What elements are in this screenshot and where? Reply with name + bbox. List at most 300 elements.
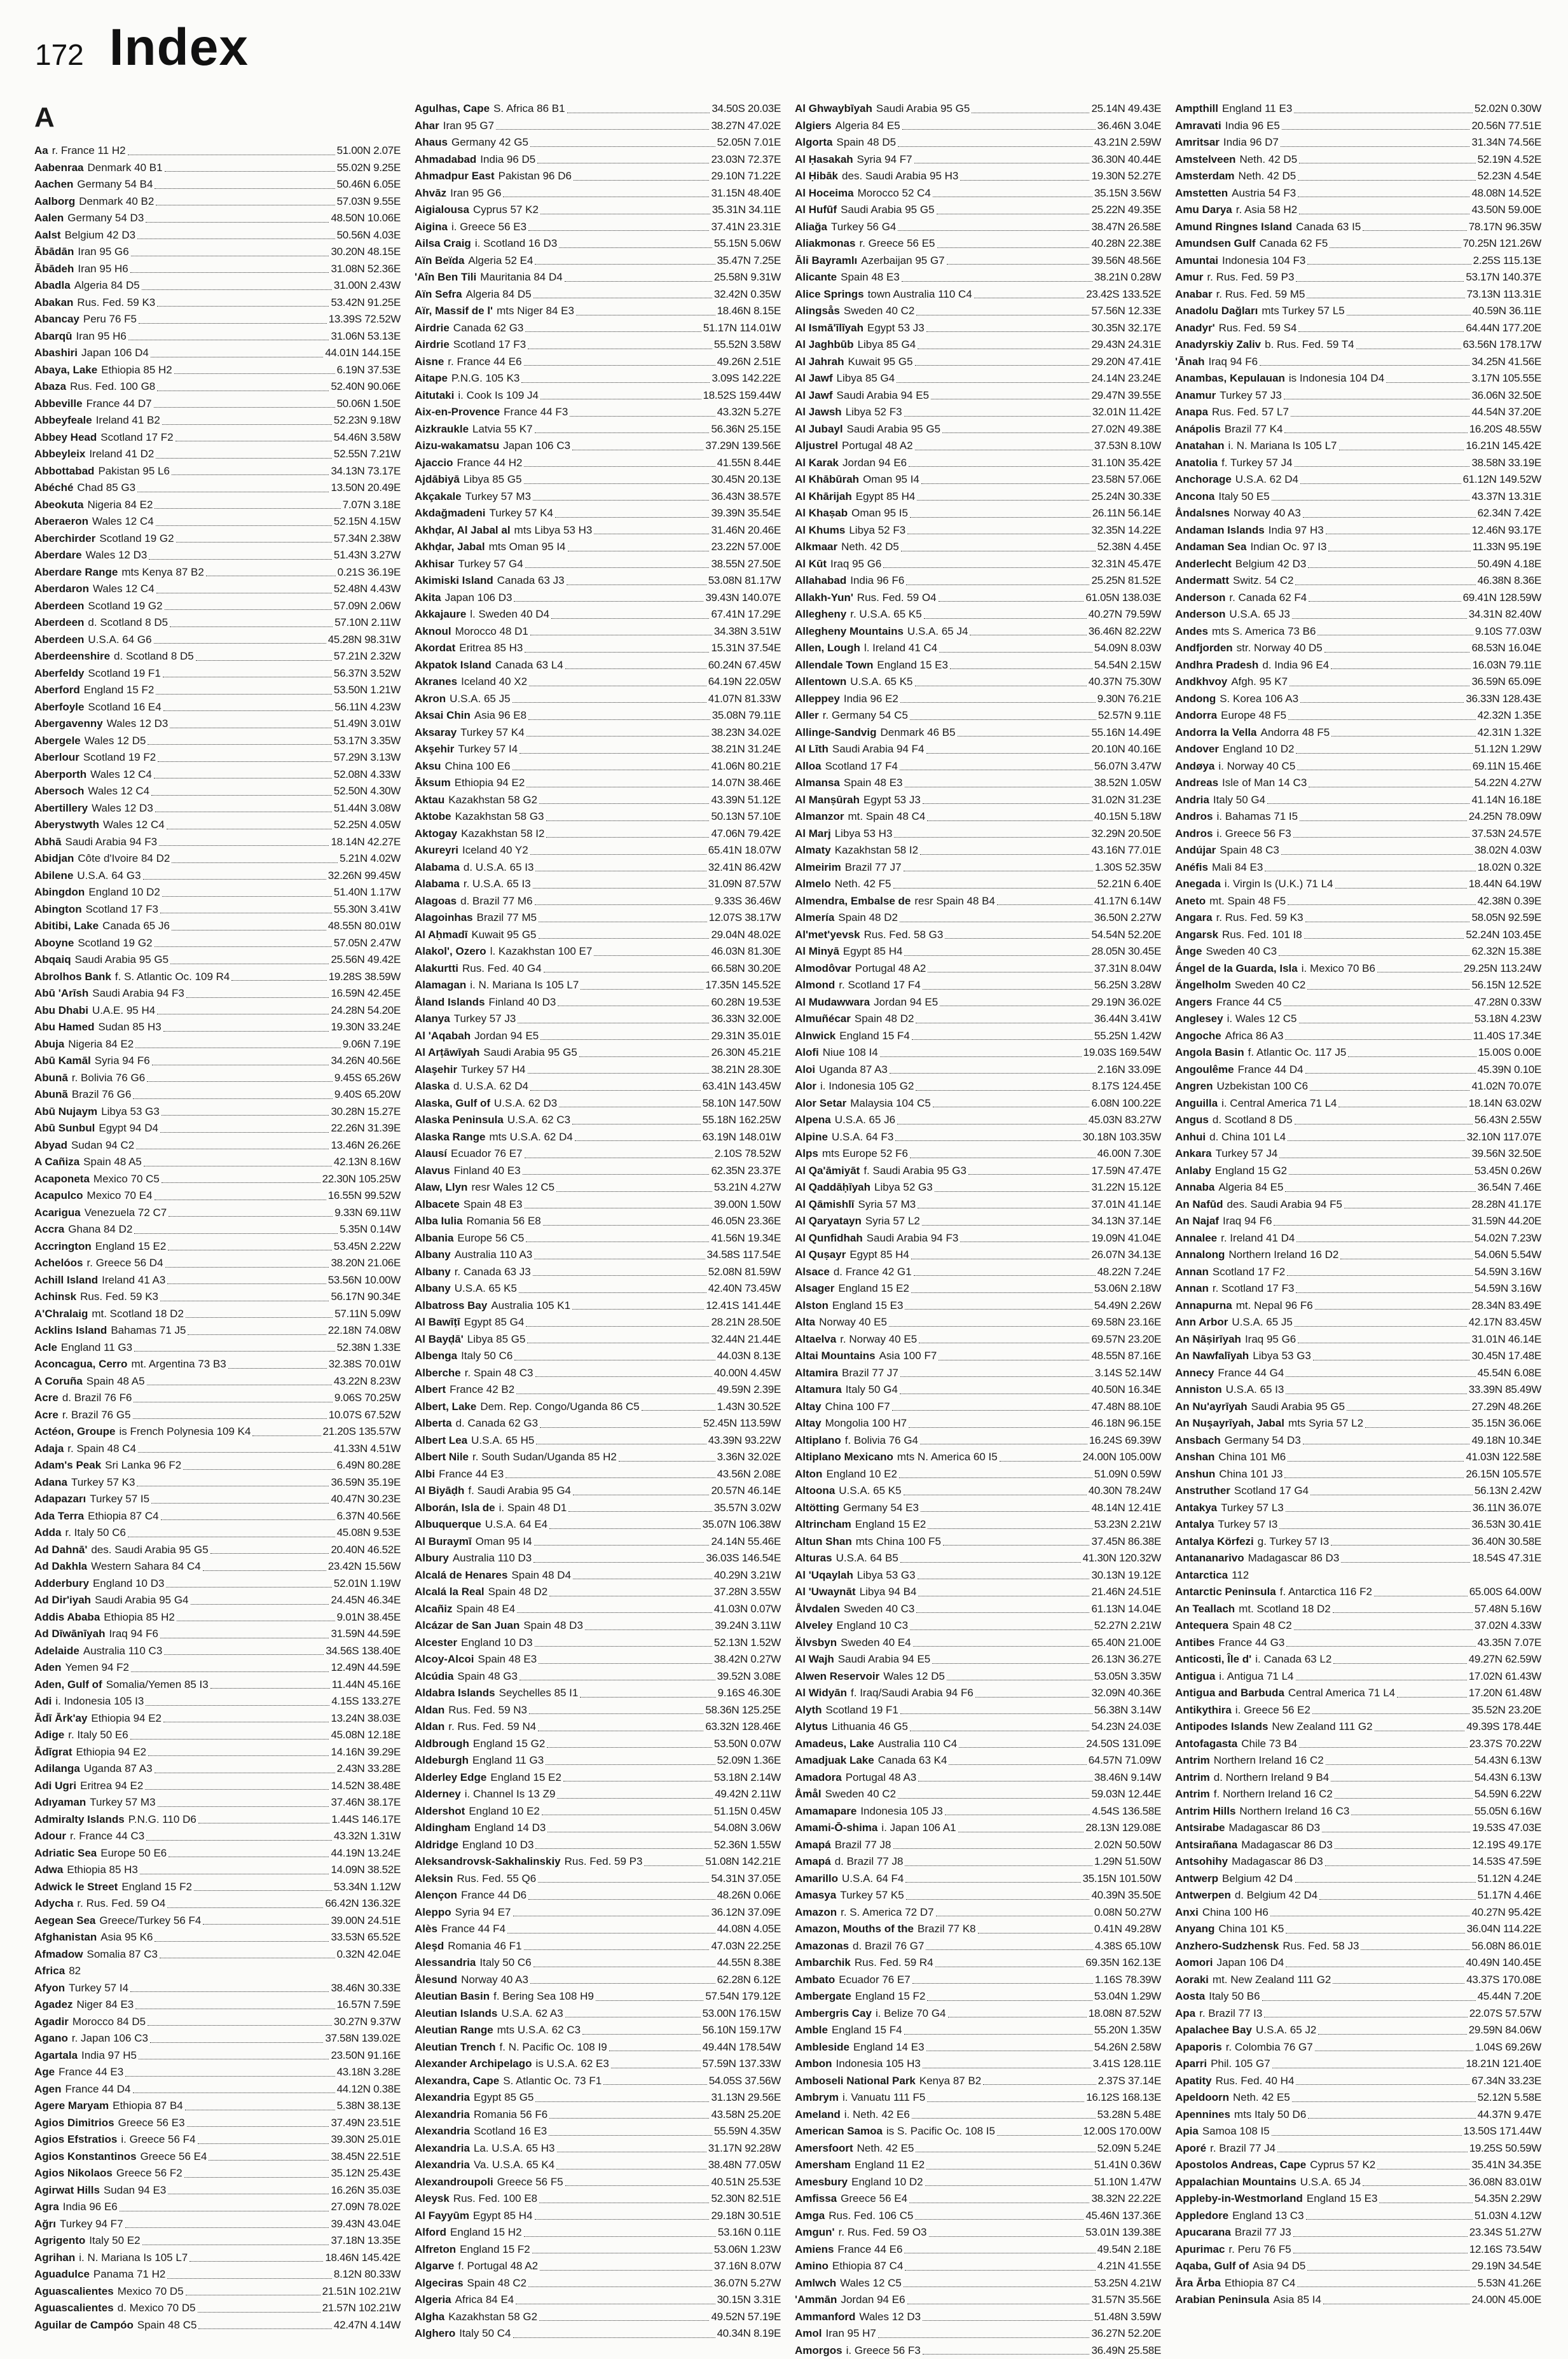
dot-leader bbox=[1260, 365, 1469, 366]
index-entry bbox=[1175, 1213, 1541, 1230]
dot-leader bbox=[138, 1452, 332, 1453]
index-entry bbox=[795, 826, 1161, 843]
index-entry bbox=[415, 1129, 781, 1146]
dot-leader bbox=[997, 904, 1092, 905]
index-entry-location: Canada 63 K4 bbox=[878, 1752, 947, 1769]
dot-leader bbox=[156, 525, 332, 526]
index-entry bbox=[415, 387, 781, 405]
index-entry-coordinates: 19.53S 47.03E bbox=[1472, 1820, 1541, 1837]
index-entry-coordinates: 37.02N 4.33W bbox=[1475, 1617, 1541, 1635]
index-entry-coordinates: 42.47N 4.14W bbox=[334, 2317, 401, 2334]
index-entry-location: U.S.A. 65 J2 bbox=[1256, 2022, 1316, 2039]
index-entry bbox=[795, 2309, 1161, 2326]
index-entry-name: Acre bbox=[34, 1390, 58, 1407]
index-entry-name: Al Bawīṭī bbox=[415, 1314, 460, 1331]
index-entry-coordinates: 51.08N 142.21E bbox=[705, 1853, 781, 1871]
index-entry bbox=[1175, 2123, 1541, 2140]
index-entry-name: Adaja bbox=[34, 1441, 64, 1458]
index-entry bbox=[34, 530, 401, 548]
index-entry-coordinates: 49.39S 178.44E bbox=[1466, 1719, 1541, 1736]
index-entry-coordinates: 68.53N 16.04E bbox=[1471, 640, 1541, 657]
index-entry-location: Wales 12 D3 bbox=[86, 547, 148, 564]
dot-leader bbox=[570, 416, 715, 417]
index-entry bbox=[795, 118, 1161, 135]
dot-leader bbox=[939, 652, 1092, 653]
index-entry bbox=[34, 1474, 401, 1491]
index-entry bbox=[34, 1946, 401, 1963]
dot-leader bbox=[1331, 668, 1471, 669]
index-entry-name: Almendra, Embalse de bbox=[795, 893, 911, 910]
index-entry bbox=[1175, 1095, 1541, 1112]
index-entry-coordinates: 53.28N 5.48E bbox=[1097, 2106, 1161, 2124]
dot-leader bbox=[1292, 618, 1467, 619]
index-entry-coordinates: 12.16S 73.54W bbox=[1469, 2241, 1541, 2259]
index-entry bbox=[1175, 2106, 1541, 2124]
index-entry bbox=[795, 455, 1161, 472]
index-entry-coordinates: 51.17N 114.01W bbox=[703, 320, 781, 337]
dot-leader bbox=[565, 281, 712, 282]
dot-leader bbox=[1333, 1612, 1473, 1613]
index-entry bbox=[795, 2224, 1161, 2241]
index-entry-name: Åland Islands bbox=[415, 994, 485, 1011]
index-entry-coordinates: 37.49N 23.51E bbox=[331, 2115, 401, 2132]
index-entry-name: An Nawfalīyah bbox=[1175, 1348, 1249, 1365]
index-entry-name: Alfreton bbox=[415, 2241, 456, 2259]
index-entry bbox=[415, 775, 781, 792]
index-entry-coordinates: 33.53N 65.52E bbox=[331, 1929, 401, 1946]
index-entry-coordinates: 27.09N 78.02E bbox=[331, 2199, 401, 2216]
index-entry-name: Amorgos bbox=[795, 2342, 842, 2359]
index-entry-name: Al Hufūf bbox=[795, 202, 837, 219]
index-entry-location: Pakistan 95 L6 bbox=[98, 463, 169, 480]
index-entry bbox=[795, 758, 1161, 775]
index-entry-location: England 14 E3 bbox=[853, 2039, 925, 2056]
dot-leader bbox=[1299, 1747, 1468, 1748]
dot-leader bbox=[159, 845, 329, 846]
index-entry-coordinates: 56.17N 90.34E bbox=[331, 1289, 401, 1306]
dot-leader bbox=[978, 1933, 1092, 1934]
index-entry-coordinates: 35.08N 79.11E bbox=[712, 707, 781, 724]
index-entry-name: Aigina bbox=[415, 219, 448, 236]
index-entry-location: U.S.A. 64 G6 bbox=[88, 632, 151, 649]
index-entry-location: Sweden 40 C2 bbox=[844, 303, 915, 320]
index-entry-name: Alakurtti bbox=[415, 960, 458, 978]
index-entry-coordinates: 39.43N 140.07E bbox=[705, 590, 781, 607]
index-entry-location: Wales 12 D5 bbox=[883, 1668, 945, 1685]
index-entry-coordinates: 40.27N 95.42E bbox=[1471, 1904, 1541, 1921]
dot-leader bbox=[1363, 2185, 1467, 2186]
index-entry-name: Al Jaghbūb bbox=[795, 336, 854, 354]
index-entry-location: Oman 95 I4 bbox=[863, 471, 919, 488]
index-entry-name: Abu Dhabi bbox=[34, 1002, 88, 1020]
index-entry-coordinates: 36.44N 3.41W bbox=[1094, 1011, 1161, 1028]
index-entry bbox=[415, 2123, 781, 2140]
index-entry bbox=[1175, 2190, 1541, 2208]
index-entry-coordinates: 48.26N 0.06E bbox=[717, 1887, 781, 1904]
index-entry-location: Dem. Rep. Congo/Uganda 86 C5 bbox=[480, 1399, 639, 1416]
index-entry bbox=[415, 455, 781, 472]
index-entry bbox=[795, 1921, 1161, 1938]
index-entry-name: Alyth bbox=[795, 1702, 822, 1719]
index-entry-location: Canada 63 L4 bbox=[495, 657, 563, 674]
dot-leader bbox=[1306, 2219, 1473, 2220]
index-entry-location: d. India 96 E4 bbox=[1262, 657, 1329, 674]
index-entry bbox=[795, 1617, 1161, 1635]
index-entry-location: i. Antigua 71 L4 bbox=[1219, 1668, 1293, 1685]
index-entry-coordinates: 53.56N 10.00W bbox=[328, 1272, 401, 1289]
index-entry-name: Alexandra, Cape bbox=[415, 2073, 499, 2090]
index-entry bbox=[795, 1786, 1161, 1803]
index-entry-coordinates: 39.24N 3.11W bbox=[715, 1617, 781, 1635]
index-entry bbox=[795, 1044, 1161, 1062]
index-entry-name: Aldershot bbox=[415, 1803, 465, 1820]
index-entry-coordinates: 53.18N 4.23W bbox=[1475, 1011, 1541, 1028]
index-entry-name: Albania bbox=[415, 1230, 453, 1247]
index-entry-name: Åmål bbox=[795, 1786, 822, 1803]
index-entry-location: England 10 D2 bbox=[1223, 741, 1294, 758]
index-entry-name: Anticosti, Île d' bbox=[1175, 1651, 1251, 1668]
index-entry-location: Brazil 76 G6 bbox=[72, 1086, 132, 1103]
index-entry-name: Aberystwyth bbox=[34, 817, 99, 834]
index-entry-coordinates: 53.50N 0.07W bbox=[714, 1736, 781, 1753]
index-entry-name: Agios Nikolaos bbox=[34, 2165, 113, 2182]
index-entry-location: Libya 53 H3 bbox=[835, 826, 893, 843]
dot-leader bbox=[142, 289, 332, 290]
index-entry bbox=[34, 1086, 401, 1103]
index-entry bbox=[795, 505, 1161, 522]
index-entry-location: f. N. Pacific Oc. 108 I9 bbox=[500, 2039, 607, 2056]
index-entry bbox=[415, 354, 781, 371]
index-entry-name: Abarqū bbox=[34, 328, 72, 345]
index-entry bbox=[415, 151, 781, 169]
index-entry-location: Wales 12 D3 bbox=[107, 716, 168, 733]
dot-leader bbox=[917, 500, 1089, 501]
index-entry-coordinates: 23.50N 91.16E bbox=[331, 2047, 401, 2065]
index-entry bbox=[415, 168, 781, 185]
index-entry-name: Adderbury bbox=[34, 1575, 89, 1593]
index-entry bbox=[415, 1415, 781, 1432]
index-entry-name: Aliakmonas bbox=[795, 235, 855, 253]
index-entry-coordinates: 1.16S 78.39W bbox=[1095, 1972, 1161, 1989]
index-entry bbox=[795, 842, 1161, 859]
index-entry-location: Iraq 95 G6 bbox=[1245, 1331, 1296, 1348]
index-entry-name: Ambergate bbox=[795, 1988, 851, 2005]
index-entry bbox=[1175, 118, 1541, 135]
dot-leader bbox=[937, 247, 1090, 248]
index-entry-location: f. Portugal 48 A2 bbox=[458, 2258, 538, 2275]
index-entry-coordinates: 51.48N 3.59W bbox=[1094, 2309, 1161, 2326]
index-entry-name: Akhḍar, Al Jabal al bbox=[415, 522, 511, 539]
index-entry bbox=[34, 2266, 401, 2283]
index-entry-location: Syria 57 L2 bbox=[865, 1213, 920, 1230]
index-entry-name: Ābādān bbox=[34, 244, 74, 261]
index-entry bbox=[795, 1466, 1161, 1483]
index-entry bbox=[1175, 2140, 1541, 2157]
index-entry-location: d. Brazil 76 G7 bbox=[853, 1938, 924, 1955]
index-entry-coordinates: 26.11N 56.14E bbox=[1092, 505, 1161, 522]
index-entry bbox=[795, 2275, 1161, 2292]
index-entry-name: Akhḍar, Jabal bbox=[415, 539, 485, 556]
index-entry-name: Aporé bbox=[1175, 2140, 1206, 2157]
index-entry-name: Al Khaṣab bbox=[795, 505, 848, 522]
index-entry-coordinates: 26.07N 34.13E bbox=[1091, 1247, 1161, 1264]
index-entry-location: Scotland 19 F1 bbox=[826, 1702, 898, 1719]
index-entry-location: r. France 11 H2 bbox=[52, 142, 126, 160]
index-entry-name: Alaşehir bbox=[415, 1062, 457, 1079]
index-entry-name: Angers bbox=[1175, 994, 1213, 1011]
index-entry-name: Almansa bbox=[795, 775, 840, 792]
index-entry-location: Iceland 40 X2 bbox=[461, 674, 527, 691]
index-entry-coordinates: 29.20N 47.41E bbox=[1091, 354, 1161, 371]
index-entry-location: Rus. Fed. 55 Q6 bbox=[457, 1871, 536, 1888]
index-entry-location: r. Brazil 77 I3 bbox=[1199, 2005, 1262, 2023]
index-entry bbox=[415, 539, 781, 556]
index-entry-name: Al Ḥasakah bbox=[795, 151, 853, 169]
dot-leader bbox=[125, 2227, 329, 2228]
dot-leader bbox=[546, 820, 710, 821]
index-entry bbox=[795, 168, 1161, 185]
dot-leader bbox=[580, 1697, 715, 1698]
index-entry bbox=[795, 2056, 1161, 2073]
dot-leader bbox=[1286, 1511, 1471, 1512]
index-entry-name: Abashiri bbox=[34, 345, 78, 362]
index-entry-coordinates: 54.05S 37.56W bbox=[709, 2073, 781, 2090]
index-entry-name: Aberchirder bbox=[34, 530, 95, 548]
index-entry bbox=[795, 1432, 1161, 1449]
index-entry-location: Romania 46 F1 bbox=[448, 1938, 521, 1955]
index-entry-coordinates: 52.08N 4.33W bbox=[334, 766, 401, 784]
dot-leader bbox=[921, 483, 1090, 484]
dot-leader bbox=[1286, 1646, 1475, 1647]
dot-leader bbox=[1284, 432, 1467, 433]
index-entry-coordinates: 40.39N 35.50E bbox=[1091, 1887, 1161, 1904]
index-entry-coordinates: 3.14S 52.14W bbox=[1095, 1365, 1161, 1382]
index-entry-location: Jordan 94 E5 bbox=[874, 994, 938, 1011]
dot-leader bbox=[900, 702, 1096, 703]
index-entry-coordinates: 55.16N 14.49E bbox=[1091, 724, 1161, 742]
index-entry-location: Syria 94 F7 bbox=[857, 151, 912, 169]
index-entry bbox=[1175, 1399, 1541, 1416]
index-entry-name: Abqaiq bbox=[34, 951, 71, 969]
index-entry-coordinates: 53.34N 1.12W bbox=[334, 1879, 401, 1896]
index-entry-coordinates: 36.33N 32.00E bbox=[711, 1011, 781, 1028]
index-entry-name: Abertillery bbox=[34, 800, 88, 817]
index-entry-coordinates: 18.46N 8.15E bbox=[717, 303, 781, 320]
index-entry bbox=[34, 1221, 401, 1238]
index-entry-coordinates: 36.49N 25.58E bbox=[1091, 2342, 1161, 2359]
index-entry-name: Amapá bbox=[795, 1853, 831, 1871]
dot-leader bbox=[183, 1469, 334, 1470]
index-entry-coordinates: 29.31N 35.01E bbox=[711, 1028, 781, 1045]
index-entry-name: Aguascalientes bbox=[34, 2283, 114, 2300]
index-entry-location: Brazil 77 J7 bbox=[842, 1365, 898, 1382]
index-entry-coordinates: 61.13N 14.04E bbox=[1091, 1601, 1161, 1618]
index-columns bbox=[34, 100, 1548, 2231]
dot-leader bbox=[889, 1326, 1090, 1327]
index-entry-coordinates: 52.02N 0.30W bbox=[1475, 100, 1541, 118]
index-entry-location: Libya 85 G4 bbox=[837, 370, 895, 387]
index-entry bbox=[34, 193, 401, 211]
dot-leader bbox=[524, 365, 715, 366]
index-entry-coordinates: 53.08N 81.17W bbox=[708, 572, 781, 590]
index-entry-coordinates: 52.13N 1.52W bbox=[714, 1635, 781, 1652]
index-entry-location: r. Rus. Fed. 59 M5 bbox=[1216, 286, 1305, 303]
index-entry bbox=[415, 1044, 781, 1062]
index-entry bbox=[415, 1381, 781, 1399]
index-entry-name: Al Fayyūm bbox=[415, 2208, 469, 2225]
index-entry-coordinates: 31.06N 53.13E bbox=[331, 328, 401, 345]
dot-leader bbox=[496, 129, 709, 130]
index-entry-coordinates: 37.01N 41.14E bbox=[1091, 1196, 1161, 1214]
index-entry-location: Australia 110 A3 bbox=[455, 1247, 533, 1264]
dot-leader bbox=[915, 2219, 1083, 2220]
index-entry-location: Spain 48 D3 bbox=[523, 1617, 583, 1635]
index-entry-location: France 44 C5 bbox=[1216, 994, 1282, 1011]
index-entry-name: Alderley Edge bbox=[415, 1769, 486, 1787]
index-entry-coordinates: 17.35N 145.52E bbox=[705, 977, 781, 994]
index-entry-coordinates: 53.00N 176.15W bbox=[703, 2005, 781, 2023]
dot-leader bbox=[1281, 146, 1470, 147]
index-entry-coordinates: 52.25N 4.05W bbox=[334, 817, 401, 834]
index-entry-location: Italy 50 E5 bbox=[1218, 488, 1269, 506]
dot-leader bbox=[1308, 567, 1475, 568]
index-entry-coordinates: 55.02N 9.25E bbox=[337, 160, 401, 177]
index-entry-name: Alaw, Llyn bbox=[415, 1179, 467, 1196]
index-entry-location: France 44 E3 bbox=[58, 2064, 123, 2081]
index-entry-name: Appleby-in-Westmorland bbox=[1175, 2190, 1303, 2208]
index-entry-name: Antequera bbox=[1175, 1617, 1228, 1635]
index-entry-location: i. Central America 71 L4 bbox=[1221, 1095, 1337, 1112]
index-entry bbox=[795, 539, 1161, 556]
index-entry bbox=[34, 564, 401, 581]
index-entry-name: Annalee bbox=[1175, 1230, 1217, 1247]
index-entry bbox=[795, 1853, 1161, 1871]
index-entry-location: f. Saudi Arabia 95 G4 bbox=[468, 1483, 571, 1500]
index-entry-name: Alaska bbox=[415, 1078, 450, 1095]
index-entry-coordinates: 38.32N 22.22E bbox=[1091, 2190, 1161, 2208]
index-entry-coordinates: 34.26N 40.56E bbox=[331, 1053, 401, 1070]
index-entry-name: Ad Dir'iyah bbox=[34, 1592, 91, 1609]
index-entry-coordinates: 28.21N 28.50E bbox=[711, 1314, 781, 1331]
dot-leader bbox=[959, 1747, 1084, 1748]
index-entry-name: Apucarana bbox=[1175, 2224, 1231, 2241]
index-entry bbox=[1175, 522, 1541, 539]
index-entry bbox=[34, 2047, 401, 2065]
index-entry bbox=[795, 1449, 1161, 1466]
index-entry-location: Saudi Arabia 95 G5 bbox=[483, 1044, 577, 1062]
dot-leader bbox=[923, 2354, 1090, 2355]
index-entry-coordinates: 16.20S 48.55W bbox=[1469, 421, 1541, 438]
index-entry bbox=[34, 2317, 401, 2334]
index-entry-name: Ad Dahnā' bbox=[34, 1542, 87, 1559]
index-entry-name: Amersfoort bbox=[795, 2140, 853, 2157]
index-entry-location: India 97 H3 bbox=[1269, 522, 1324, 539]
dot-leader bbox=[922, 1225, 1090, 1226]
index-entry-coordinates: 16.55N 99.52W bbox=[328, 1187, 401, 1205]
index-entry-coordinates: 54.22N 4.27W bbox=[1475, 775, 1541, 792]
index-entry-coordinates: 63.56N 178.17W bbox=[1463, 336, 1541, 354]
index-entry bbox=[415, 2309, 781, 2326]
index-entry bbox=[795, 286, 1161, 303]
index-entry-location: Rus. Fed. 101 I8 bbox=[1222, 927, 1302, 944]
dot-leader bbox=[155, 508, 340, 509]
index-entry-location: England 10 E2 bbox=[469, 1803, 540, 1820]
index-entry-coordinates: 6.08N 100.22E bbox=[1091, 1095, 1161, 1112]
index-entry-name: Alabama bbox=[415, 876, 460, 893]
index-entry-location: Norway 40 A3 bbox=[461, 1972, 528, 1989]
index-entry-coordinates: 30.18N 103.35W bbox=[1083, 1129, 1161, 1146]
index-entry-coordinates: 30.20N 48.15E bbox=[331, 244, 401, 261]
index-entry-coordinates: 54.06N 5.54W bbox=[1475, 1247, 1541, 1264]
index-entry-coordinates: 58.10N 147.50W bbox=[703, 1095, 781, 1112]
index-entry-coordinates: 31.08N 52.36E bbox=[331, 261, 401, 278]
dot-leader bbox=[1319, 1899, 1475, 1900]
index-entry-name: Annaba bbox=[1175, 1179, 1214, 1196]
dot-leader bbox=[1300, 483, 1461, 484]
index-entry bbox=[415, 1500, 781, 1517]
index-entry-name: Aleppo bbox=[415, 1904, 451, 1921]
dot-leader bbox=[539, 803, 709, 804]
index-entry bbox=[415, 1348, 781, 1365]
index-entry-location: Turkey 57 I5 bbox=[90, 1491, 149, 1508]
dot-leader bbox=[163, 710, 333, 711]
index-entry-coordinates: 34.58S 117.54E bbox=[707, 1247, 781, 1264]
index-entry-coordinates: 54.26N 2.58W bbox=[1094, 2039, 1161, 2056]
index-entry bbox=[1175, 758, 1541, 775]
dot-leader bbox=[528, 719, 710, 720]
index-entry bbox=[415, 927, 781, 944]
index-entry bbox=[415, 1567, 781, 1584]
index-entry-name: Afghanistan bbox=[34, 1929, 97, 1946]
index-entry-location: d. U.S.A. 65 I3 bbox=[464, 859, 534, 876]
index-entry-name: Aller bbox=[795, 707, 819, 724]
index-entry-location: des. Saudi Arabia 94 F5 bbox=[1227, 1196, 1342, 1214]
index-entry bbox=[795, 1516, 1161, 1533]
index-entry-location: resr Wales 12 C5 bbox=[471, 1179, 554, 1196]
index-entry-name: Älvsbyn bbox=[795, 1635, 837, 1652]
index-entry-name: Altay bbox=[795, 1399, 822, 1416]
index-entry bbox=[415, 269, 781, 286]
index-entry bbox=[795, 202, 1161, 219]
index-entry bbox=[34, 1996, 401, 2014]
index-entry-location: France 44 E6 bbox=[837, 2241, 902, 2259]
dot-leader bbox=[1000, 1461, 1081, 1462]
index-entry-name: Anderlecht bbox=[1175, 556, 1232, 573]
index-entry-location: Scotland 17 G4 bbox=[1234, 1483, 1309, 1500]
index-entry-name: Agrihan bbox=[34, 2250, 75, 2267]
index-entry-location: France 42 B2 bbox=[450, 1381, 514, 1399]
index-entry bbox=[795, 1719, 1161, 1736]
index-entry-coordinates: 38.21N 31.24E bbox=[711, 741, 781, 758]
index-entry-location: mts Niger 84 E3 bbox=[497, 303, 574, 320]
index-entry-coordinates: 27.02N 49.38E bbox=[1091, 421, 1161, 438]
index-entry bbox=[415, 336, 781, 354]
index-entry-name: Agios Konstantinos bbox=[34, 2148, 137, 2166]
index-entry-coordinates: 54.08N 3.06W bbox=[714, 1820, 781, 1837]
index-entry-location: Kenya 87 B2 bbox=[919, 2073, 981, 2090]
index-entry-location: Mexico 70 E4 bbox=[87, 1187, 153, 1205]
index-entry-location: Neth. 42 F5 bbox=[835, 876, 891, 893]
dot-leader bbox=[909, 466, 1089, 467]
index-entry-name: Almond bbox=[795, 977, 835, 994]
index-entry-name: Amble bbox=[795, 2022, 828, 2039]
index-entry bbox=[415, 1651, 781, 1668]
index-entry-name: Alès bbox=[415, 1921, 437, 1938]
index-entry bbox=[1175, 2224, 1541, 2241]
index-entry bbox=[415, 1483, 781, 1500]
index-entry-location: Madagascar 86 D3 bbox=[1248, 1550, 1340, 1567]
index-entry bbox=[415, 2089, 781, 2106]
